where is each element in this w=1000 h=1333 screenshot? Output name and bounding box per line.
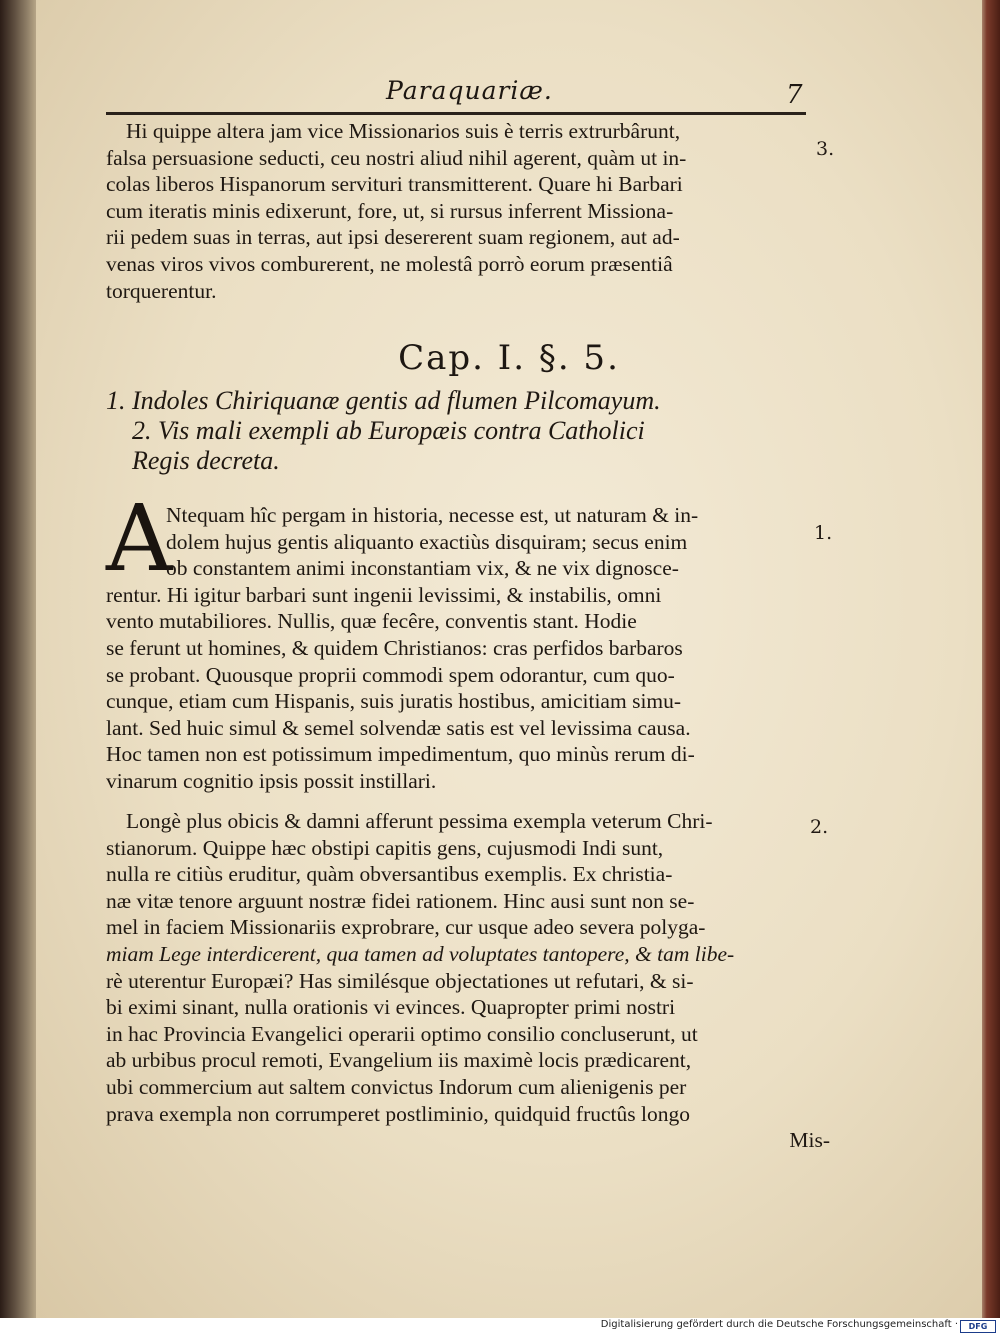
- running-title: Paraquariæ.: [386, 76, 553, 105]
- text-line: Ntequam hîc pergam in historia, necesse est, ut naturam & in-: [166, 503, 699, 527]
- chapter-summary: [106, 386, 834, 476]
- text-line: nulla re citiùs eruditur, quàm obversantibus exemplis. Ex christia-: [106, 862, 673, 887]
- text-line: næ vitæ tenore arguunt nostræ fidei rationem. Hinc ausi sunt non se-: [106, 888, 695, 913]
- text-line: rè uterentur Europæi? Has similésque objectationes ut refutari, & si-: [106, 968, 694, 993]
- footer-bar: [0, 1318, 1000, 1333]
- catchword: Mis-: [789, 1128, 830, 1153]
- text-line: ab urbibus procul remoti, Evangelium iis maximè locis prædicarent,: [106, 1048, 692, 1073]
- text-line: mel in faciem Missionariis exprobrare, cur usque adeo severa polyga-: [106, 915, 706, 940]
- text-line: vento mutabiliores. Nullis, quæ fecêre, conventis stant. Hodie: [106, 609, 637, 634]
- book-page: [36, 0, 982, 1318]
- text-line: stianorum. Quippe hæc obstipi capitis gens, cujusmodi Indi sunt,: [106, 835, 664, 860]
- footer-credit: Digitalisierung gefördert durch die Deutsche Forschungsgemeinschaft ·: [600, 1319, 958, 1330]
- drop-cap: A: [106, 485, 173, 592]
- margin-note-2: 2.: [810, 816, 829, 838]
- dfg-logo: DFG: [960, 1320, 996, 1333]
- text-line: cunque, etiam cum Hispanis, suis juratis hostibus, amicitiam simu-: [106, 689, 682, 714]
- text-line: se probant. Quousque proprii commodi spem odorantur, cum quo-: [106, 662, 675, 687]
- summary-line: 1. Indoles Chiriquanæ gentis ad flumen Pilcomayum.: [106, 386, 661, 415]
- text-line: ubi commercium aut saltem convictus Indorum cum alienigenis per: [106, 1074, 687, 1099]
- margin-note-3: 3.: [816, 138, 835, 160]
- text-line: bi eximi sinant, nulla orationis vi evinces. Quapropter primi nostri: [106, 995, 676, 1020]
- text-line: falsa persuasione seducti, ceu nostri aliud nihil agerent, quàm ut in-: [106, 145, 687, 170]
- chapter-heading: Cap. I. §. 5.: [398, 338, 620, 378]
- text-line: Hi quippe altera jam vice Missionarios suis è terris extrurbârunt,: [126, 119, 681, 143]
- header-rule: [106, 112, 806, 115]
- top-paragraph: [106, 118, 830, 304]
- text-line: ob constantem animi inconstantiam vix, & ne vix dignosce-: [166, 556, 679, 581]
- text-line: torquerentur.: [106, 278, 217, 303]
- text-line: se ferunt ut homines, & quidem Christianos: cras perfidos barbaros: [106, 635, 683, 660]
- text-line: dolem hujus gentis aliquanto exactiùs disquiram; secus enim: [166, 529, 688, 554]
- page-number: 7: [786, 80, 803, 110]
- paragraph-2: [106, 808, 830, 1154]
- text-line: in hac Provincia Evangelici operarii optimo consilio concluserunt, ut: [106, 1021, 698, 1046]
- running-head: [106, 74, 806, 116]
- text-line: rentur. Hi igitur barbari sunt ingenii levissimi, & instabilis, omni: [106, 582, 662, 607]
- text-line: venas viros vivos comburerent, ne molestâ porrò eorum præsentiâ: [106, 251, 673, 276]
- text-line: lant. Sed huic simul & semel solvendæ satis est vel levissima causa.: [106, 715, 691, 740]
- text-line: Hoc tamen non est potissimum impedimentum, quo minùs rerum di-: [106, 742, 695, 767]
- text-line: vinarum cognitio ipsis possit instillari.: [106, 768, 437, 793]
- summary-line: Regis decreta.: [132, 446, 280, 475]
- text-line: colas liberos Hispanorum servituri transmitterent. Quare hi Barbari: [106, 172, 683, 197]
- text-line: cum iteratis minis edixerunt, fore, ut, si rursus inferrent Missiona-: [106, 198, 674, 223]
- text-line: miam Lege interdicerent, qua tamen ad voluptates tantopere, & tam libe-: [106, 941, 735, 966]
- paragraph-1: [106, 502, 833, 795]
- text-line: Longè plus obicis & damni afferunt pessima exempla veterum Chri-: [126, 809, 713, 833]
- summary-line: 2. Vis mali exempli ab Europæis contra Catholici: [132, 416, 645, 445]
- margin-note-1: 1.: [814, 522, 833, 544]
- text-line: rii pedem suas in terras, aut ipsi desererent suam regionem, aut ad-: [106, 225, 680, 250]
- text-line: prava exempla non corrumperet postliminio, quidquid fructûs longo: [106, 1101, 690, 1126]
- book-binding-left: [0, 0, 38, 1318]
